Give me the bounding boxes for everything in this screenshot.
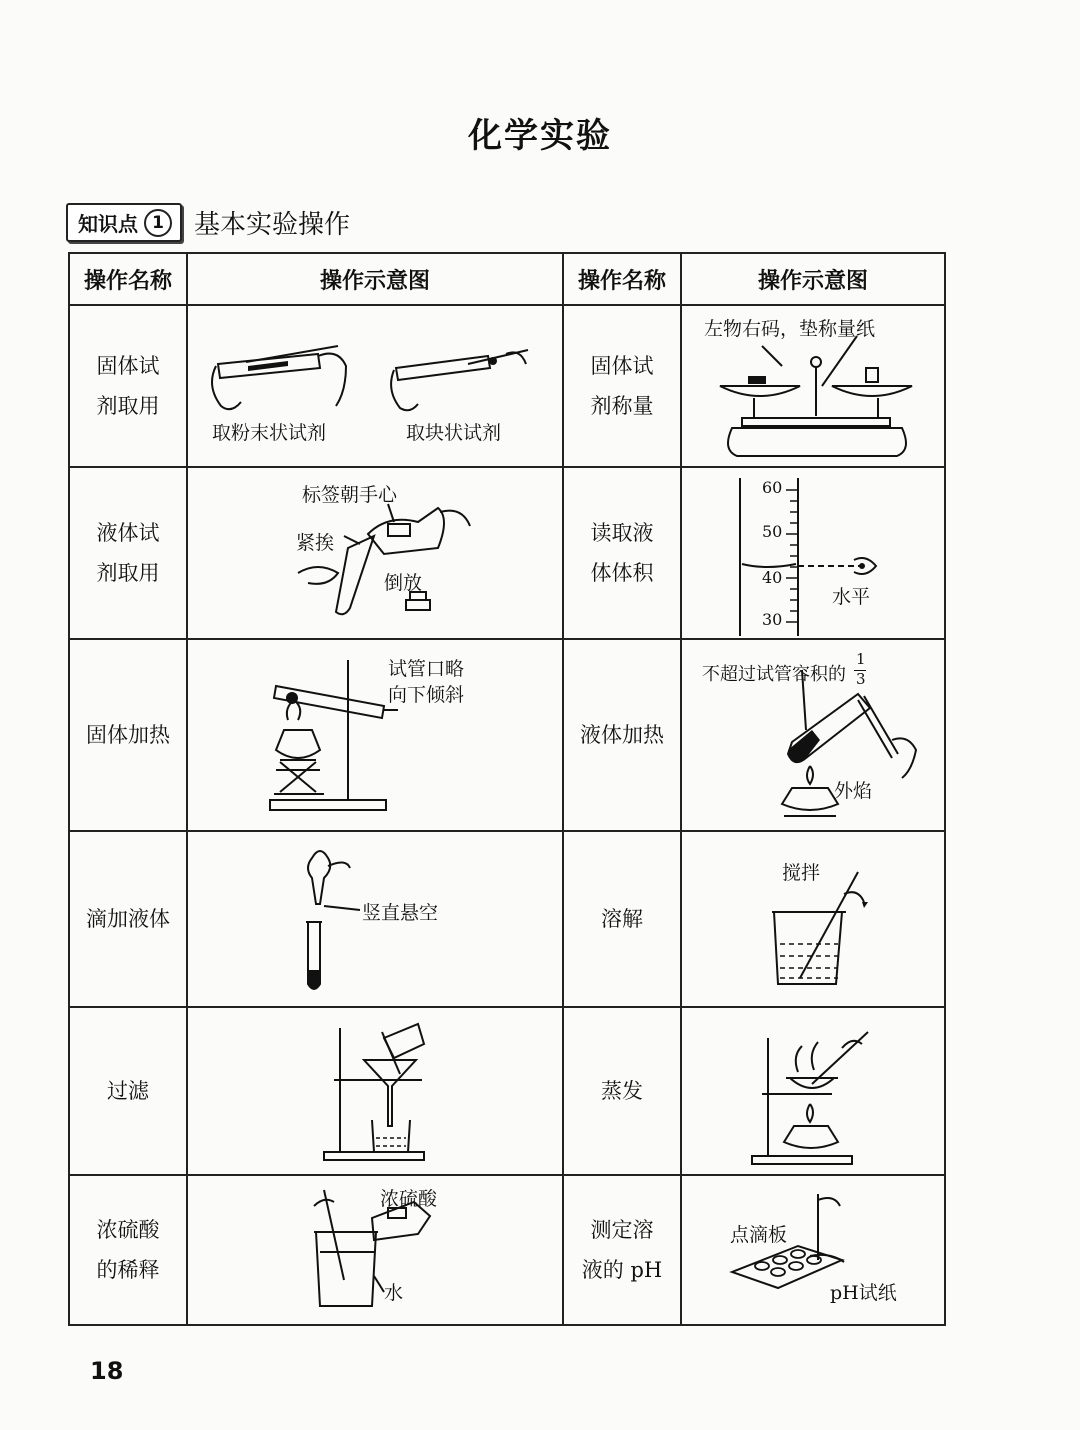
- header-diagram-2: 操作示意图: [681, 253, 945, 305]
- operation-diagram: [187, 1007, 563, 1175]
- operation-name: 溶解: [563, 831, 681, 1007]
- test-tube-powder-illustration: [212, 346, 346, 409]
- diagram-label: 试管口略: [388, 658, 465, 680]
- operation-diagram: [681, 1175, 945, 1325]
- acid-dilution-diagram: [188, 1176, 562, 1324]
- table-row: [69, 1007, 945, 1175]
- operation-diagram: [681, 305, 945, 467]
- operation-diagram: [187, 467, 563, 639]
- operation-name: 固体试 剂取用: [69, 305, 187, 467]
- evaporation-diagram: [682, 1008, 944, 1174]
- diagram-label: 倒放: [384, 572, 423, 594]
- section-header: [66, 203, 350, 242]
- operation-name: 滴加液体: [69, 831, 187, 1007]
- fraction-denominator: 3: [856, 670, 866, 688]
- operation-name: 固体试 剂称量: [563, 305, 681, 467]
- diagram-label: 取块状试剂: [406, 422, 502, 444]
- operation-diagram: [681, 467, 945, 639]
- operation-name: 液体加热: [563, 639, 681, 831]
- operation-diagram: [681, 639, 945, 831]
- diagram-label: 左物右码，垫称量纸: [704, 318, 876, 340]
- filtration-diagram: [188, 1008, 562, 1174]
- diagram-label: pH试纸: [830, 1282, 897, 1304]
- graduated-cylinder-diagram: [682, 468, 944, 638]
- diagram-label: 标签朝手心: [302, 484, 398, 506]
- diagram-label: 竖直悬空: [362, 902, 439, 924]
- table-row: [69, 305, 945, 467]
- knowledge-point-tag: [66, 203, 182, 242]
- tag-label: 知识点: [78, 212, 138, 236]
- header-name-1: 操作名称: [69, 253, 187, 305]
- diagram-label: 不超过试管容积的: [702, 664, 846, 685]
- fraction-numerator: 1: [856, 650, 866, 668]
- tick-label: 60: [762, 478, 783, 497]
- header-diagram-1: 操作示意图: [187, 253, 563, 305]
- diagram-label: 紧挨: [296, 532, 335, 554]
- tick-label: 50: [762, 522, 783, 541]
- operation-name: 测定溶 液的 pH: [563, 1175, 681, 1325]
- operation-name: 浓硫酸 的稀释: [69, 1175, 187, 1325]
- operation-name: 液体试 剂取用: [69, 467, 187, 639]
- operation-diagram: [681, 831, 945, 1007]
- table-header-row: [69, 253, 945, 305]
- operation-name: 读取液 体体积: [563, 467, 681, 639]
- table-row: [69, 467, 945, 639]
- operations-table: [68, 252, 946, 1326]
- diagram-label: 水: [384, 1282, 404, 1304]
- operation-diagram: [681, 1007, 945, 1175]
- operation-name: 过滤: [69, 1007, 187, 1175]
- diagram-label: 浓硫酸: [380, 1188, 438, 1210]
- page-title: 化学实验: [468, 116, 612, 156]
- table-row: [69, 831, 945, 1007]
- diagram-label: 搅拌: [782, 862, 821, 884]
- diagram-label: 点滴板: [730, 1224, 788, 1246]
- diagram-label: 水平: [832, 586, 871, 608]
- section-title: 基本实验操作: [194, 210, 351, 240]
- diagram-label: 外焰: [834, 780, 873, 802]
- diagram-label: 取粉末状试剂: [212, 422, 327, 444]
- tag-number: 1: [144, 209, 172, 237]
- header-name-2: 操作名称: [563, 253, 681, 305]
- operation-diagram: [187, 639, 563, 831]
- ph-test-diagram: [682, 1176, 944, 1324]
- operation-diagram: [187, 831, 563, 1007]
- operation-name: 固体加热: [69, 639, 187, 831]
- operation-name: 蒸发: [563, 1007, 681, 1175]
- test-tube-lump-illustration: [391, 350, 528, 410]
- page-number: 18: [90, 1357, 124, 1385]
- operation-diagram: [187, 1175, 563, 1325]
- tick-label: 40: [762, 568, 783, 587]
- operation-diagram: [187, 305, 563, 467]
- table-row: [69, 639, 945, 831]
- table-row: [69, 1175, 945, 1325]
- tick-label: 30: [762, 610, 783, 629]
- diagram-label: 向下倾斜: [388, 684, 465, 706]
- solid-heating-diagram: [188, 640, 562, 830]
